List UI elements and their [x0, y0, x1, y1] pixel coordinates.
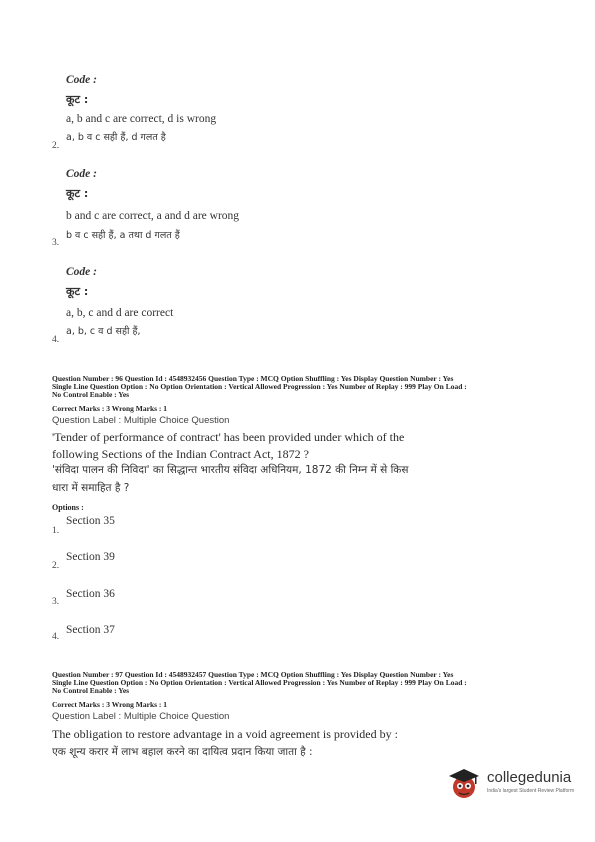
option-text-hi: a, b, c व d सही हैं, [66, 326, 141, 337]
option-number: 1. [52, 526, 60, 536]
option-text-en: b and c are correct, a and d are wrong [66, 210, 240, 222]
option-number: 2. [52, 141, 60, 151]
options-heading: Options : [52, 503, 84, 512]
koot-label: कूट : [66, 285, 89, 298]
question-text-en: following Sections of the Indian Contract Act, 1872 ? [52, 447, 309, 461]
question-meta: No Control Enable : Yes [52, 686, 130, 695]
option-text: Section 35 [66, 515, 115, 527]
option-text-en: a, b and c are correct, d is wrong [66, 113, 217, 125]
option-number: 4. [52, 632, 60, 642]
option-text-hi: a, b व c सही हैं, d गलत है [66, 132, 166, 143]
question-text-en: 'Tender of performance of contract' has been provided under which of the [52, 430, 405, 444]
marks-line: Correct Marks : 3 Wrong Marks : 1 [52, 404, 168, 413]
graduate-icon [445, 765, 483, 803]
question-text-hi: 'संविदा पालन की निविदा' का सिद्धान्त भारतीय संविदा अधिनियम, 1872 की निम्न में से किस [52, 464, 409, 476]
question-text-en: The obligation to restore advantage in a void agreement is provided by : [52, 727, 398, 741]
collegedunia-logo[interactable] [445, 765, 585, 805]
option-number: 2. [52, 561, 60, 571]
koot-label: कूट : [66, 93, 89, 106]
logo-tagline: India's largest Student Review Platform [487, 788, 575, 794]
option-text: Section 37 [66, 624, 115, 636]
question-text-hi: धारा में समाहित है ? [52, 482, 130, 494]
option-text-en: a, b, c and d are correct [66, 307, 174, 319]
question-label: Question Label : Multiple Choice Question [52, 711, 230, 722]
question-meta: Single Line Question Option : No Option Orientation : Vertical Allowed Progression : Yes Number of Replay : 999 Play On Load : [52, 382, 467, 391]
logo-name: collegedunia [487, 769, 572, 786]
option-text: Section 39 [66, 551, 115, 563]
koot-label: कूट : [66, 187, 89, 200]
question-label: Question Label : Multiple Choice Question [52, 415, 230, 426]
option-number: 4. [52, 335, 60, 345]
question-text-hi: एक शून्य करार में लाभ बहाल करने का दायित्व प्रदान किया जाता है : [52, 746, 313, 758]
question-meta: Question Number : 97 Question Id : 4548932457 Question Type : MCQ Option Shuffling : Yes Display Question Number : Yes [52, 670, 454, 679]
option-text: Section 36 [66, 588, 115, 600]
option-text-hi: b व c सही हैं, a तथा d गलत हैं [66, 230, 180, 241]
question-meta: Single Line Question Option : No Option Orientation : Vertical Allowed Progression : Yes Number of Replay : 999 Play On Load : [52, 678, 467, 687]
code-label: Code : [66, 168, 97, 180]
option-number: 3. [52, 238, 60, 248]
option-number: 3. [52, 597, 60, 607]
code-label: Code : [66, 266, 97, 278]
code-label: Code : [66, 74, 97, 86]
question-meta: No Control Enable : Yes [52, 390, 130, 399]
marks-line: Correct Marks : 3 Wrong Marks : 1 [52, 700, 168, 709]
question-meta: Question Number : 96 Question Id : 4548932456 Question Type : MCQ Option Shuffling : Yes Display Question Number : Yes [52, 374, 454, 383]
